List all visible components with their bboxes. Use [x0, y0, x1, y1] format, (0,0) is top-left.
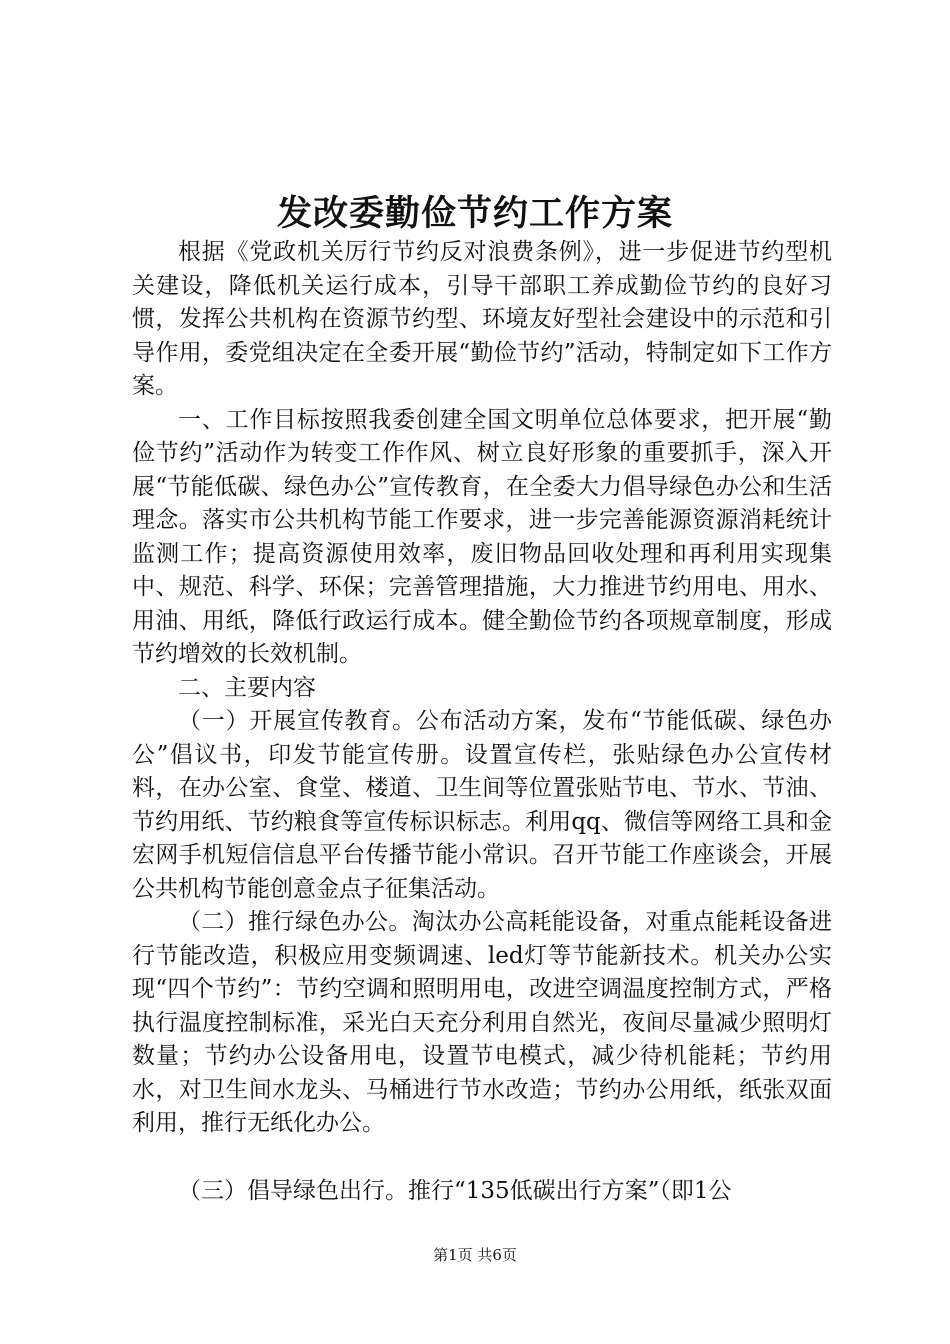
- paragraph-goals: 一、工作目标按照我委创建全国文明单位总体要求，把开展“勤俭节约”活动作为转变工作作风、树立良好形象的重要抓手，深入开展“节能低碳、绿色办公”宣传教育，在全委大力倡导绿色办公和生活理念。落实市公共机构节能工作要求，进一步完善能源资源消耗统计监测工作；提高资源使用效率，废旧物品回收处理和再利用实现集中、规范、科学、环保；完善管理措施，大力推进节约用电、用水、用油、用纸，降低行政运行成本。健全勤俭节约各项规章制度，形成节约增效的长效机制。: [132, 406, 832, 667]
- document-body: [132, 236, 832, 1208]
- page-footer: 第1页 共6页: [433, 1246, 517, 1264]
- document-title: 发改委勤俭节约工作方案: [276, 193, 673, 234]
- paragraph-green-travel: （三）倡导绿色出行。推行“135低碳出行方案”（即1公: [178, 1177, 732, 1204]
- paragraph-publicity: （一）开展宣传教育。公布活动方案，发布“节能低碳、绿色办公”倡议书，印发节能宣传册。设置宣传栏，张贴绿色办公宣传材料，在办公室、食堂、楼道、卫生间等位置张贴节电、节水、节油、节约用纸、节约粮食等宣传标识标志。利用qq、微信等网络工具和金宏网手机短信信息平台传播节能小常识。召开节能工作座谈会，开展公共机构节能创意金点子征集活动。: [132, 708, 832, 902]
- section-heading-main-content: 二、主要内容: [178, 674, 316, 701]
- paragraph-green-office: （二）推行绿色办公。淘汰办公高耗能设备，对重点能耗设备进行节能改造，积极应用变频调速、led灯等节能新技术。机关办公实现“四个节约”：节约空调和照明用电，改进空调温度控制方式，严格执行温度控制标准，采光白天充分利用自然光，夜间尽量减少照明灯数量；节约办公设备用电，设置节电模式，减少待机能耗；节约用水，对卫生间水龙头、马桶进行节水改造；节约办公用纸，纸张双面利用，推行无纸化办公。: [132, 909, 832, 1136]
- paragraph-intro: 根据《党政机关厉行节约反对浪费条例》，进一步促进节约型机关建设，降低机关运行成本，引导干部职工养成勤俭节约的良好习惯，发挥公共机构在资源节约型、环境友好型社会建设中的示范和引导作用，委党组决定在全委开展“勤俭节约”活动，特制定如下工作方案。: [132, 239, 832, 399]
